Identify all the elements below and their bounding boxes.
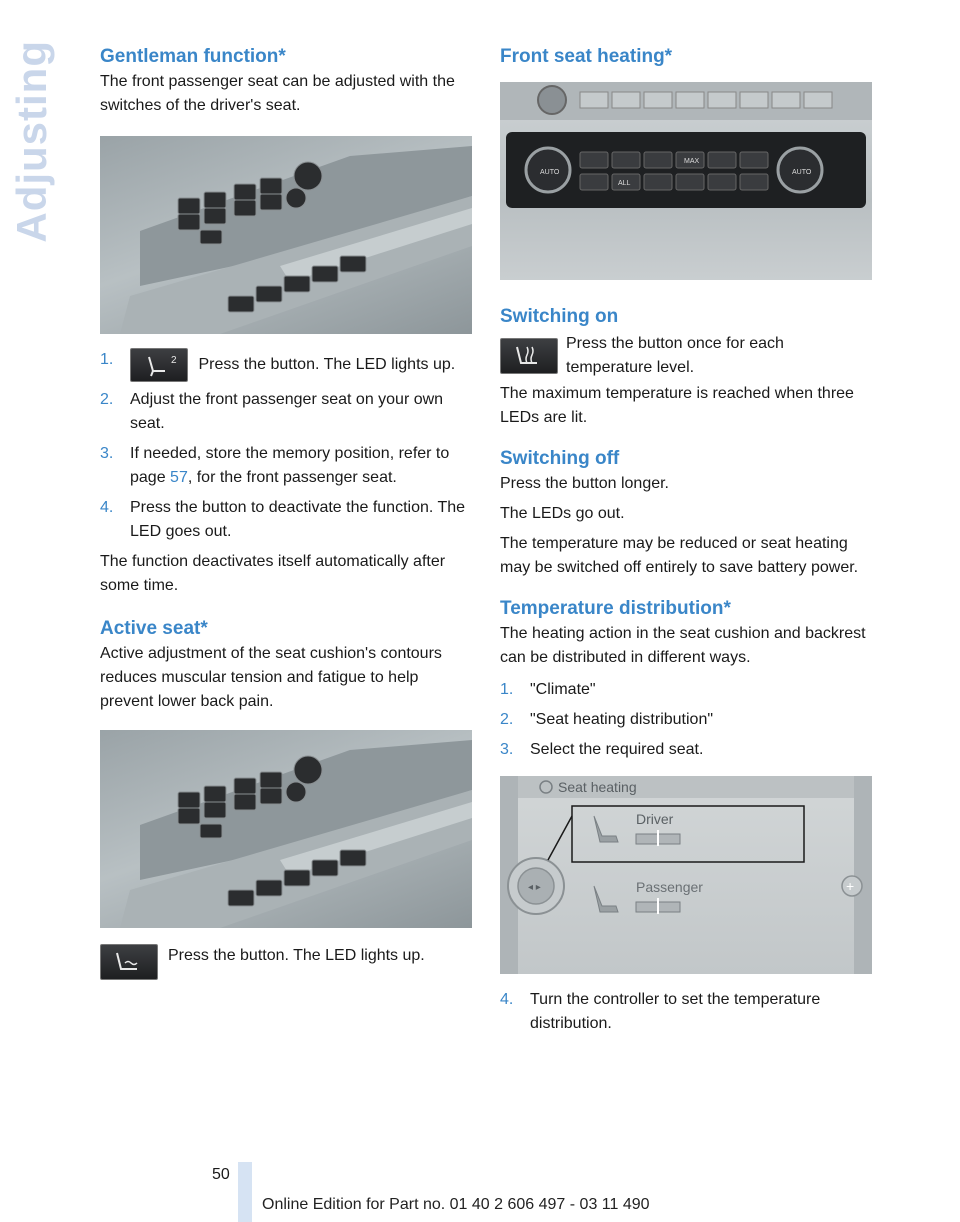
switching-on-heading: Switching on bbox=[500, 306, 619, 327]
step-number: 3. bbox=[500, 741, 514, 758]
seat-heating-button-icon bbox=[500, 338, 558, 374]
climate-panel-photo bbox=[500, 82, 872, 280]
gentleman-steps bbox=[100, 348, 472, 544]
step-text: Press the button. The LED lights up. bbox=[198, 356, 456, 374]
seat-heating-screen bbox=[500, 776, 872, 974]
list-item bbox=[100, 348, 472, 382]
svg-text:2: 2 bbox=[171, 355, 177, 366]
step-text: "Seat heating distribution" bbox=[530, 711, 714, 728]
svg-text:Seat heating: Seat heating bbox=[558, 779, 637, 795]
switching-off-line: The LEDs go out. bbox=[500, 505, 625, 522]
distribution-intro: The heating action in the seat cushion and backrest can be distributed in different ways. bbox=[500, 625, 866, 666]
step-number: 1. bbox=[100, 351, 114, 368]
switching-off-heading: Switching off bbox=[500, 448, 620, 469]
heating-heading: Front seat heating* bbox=[500, 46, 673, 67]
svg-text:ALL: ALL bbox=[618, 180, 631, 187]
gentleman-intro: The front passenger seat can be adjusted with the switches of the driver's seat. bbox=[100, 73, 455, 114]
step-number: 4. bbox=[100, 499, 114, 516]
step-number: 4. bbox=[500, 991, 514, 1008]
distribution-heading: Temperature distribution* bbox=[500, 598, 731, 619]
list-item bbox=[100, 496, 472, 544]
list-item bbox=[100, 442, 472, 490]
svg-text:Driver: Driver bbox=[636, 811, 674, 827]
section-side-tab-label: Adjusting bbox=[8, 40, 55, 243]
svg-text:◂ ▸: ◂ ▸ bbox=[528, 882, 541, 893]
switching-on-text: The maximum temperature is reached when three LEDs are lit. bbox=[500, 385, 854, 426]
page-number: 50 bbox=[212, 1166, 230, 1183]
svg-text:Passenger: Passenger bbox=[636, 879, 703, 895]
step-text: Adjust the front passenger seat on your own seat. bbox=[130, 391, 444, 432]
svg-text:MAX: MAX bbox=[684, 158, 700, 165]
page-reference-link[interactable]: 57 bbox=[170, 469, 188, 486]
step-number: 1. bbox=[500, 681, 514, 698]
step-number: 3. bbox=[100, 445, 114, 462]
svg-text:AUTO: AUTO bbox=[792, 169, 812, 176]
active-seat-button-icon bbox=[100, 944, 158, 980]
footer-accent-bar bbox=[238, 1162, 252, 1222]
switching-off-line: The temperature may be reduced or seat heating may be switched off entirely to save battery power. bbox=[500, 535, 859, 576]
step-text: Select the required seat. bbox=[530, 741, 704, 758]
right-column bbox=[500, 44, 872, 1042]
door-switch-photo bbox=[100, 136, 472, 334]
gentleman-heading: Gentleman function* bbox=[100, 46, 286, 67]
switching-on-button-text: Press the button once for each temperature level. bbox=[566, 335, 784, 376]
section-side-tab bbox=[8, 40, 68, 243]
step-text-before: If needed, store the memory position, refer to page bbox=[130, 445, 450, 486]
list-item bbox=[500, 738, 872, 762]
step-number: 2. bbox=[500, 711, 514, 728]
step-text: Turn the controller to set the temperature distribution. bbox=[530, 991, 821, 1032]
left-column bbox=[100, 44, 472, 984]
step-text: "Climate" bbox=[530, 681, 596, 698]
switching-on-instruction bbox=[500, 334, 872, 382]
step-number: 2. bbox=[100, 391, 114, 408]
door-switch-photo-active-seat bbox=[100, 730, 472, 928]
footer-edition-text: Online Edition for Part no. 01 40 2 606 497 - 03 11 490 bbox=[262, 1196, 650, 1213]
seat-memory-button-icon bbox=[130, 348, 188, 382]
svg-text:AUTO: AUTO bbox=[540, 169, 560, 176]
list-item bbox=[500, 678, 872, 702]
distribution-step-4 bbox=[500, 988, 872, 1036]
active-seat-heading: Active seat* bbox=[100, 618, 208, 639]
list-item bbox=[500, 988, 872, 1036]
step-text-after: , for the front passenger seat. bbox=[187, 469, 397, 486]
list-item bbox=[100, 388, 472, 436]
switching-off-line: Press the button longer. bbox=[500, 475, 669, 492]
step-text: Press the button to deactivate the function. The LED goes out. bbox=[130, 499, 466, 540]
list-item bbox=[500, 708, 872, 732]
active-seat-button-text: Press the button. The LED lights up. bbox=[168, 947, 425, 964]
gentleman-outro: The function deactivates itself automatically after some time. bbox=[100, 553, 446, 594]
active-seat-intro: Active adjustment of the seat cushion's contours reduces muscular tension and fatigue to help prevent lower back pain. bbox=[100, 645, 442, 710]
active-seat-instruction bbox=[100, 944, 472, 984]
svg-text:+: + bbox=[846, 878, 855, 894]
distribution-steps bbox=[500, 678, 872, 762]
